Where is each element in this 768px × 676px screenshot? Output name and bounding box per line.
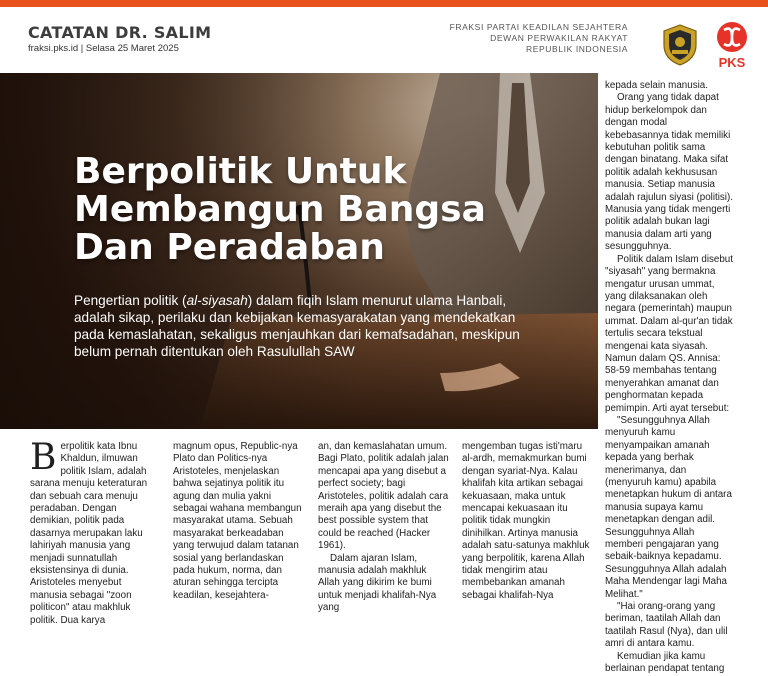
body-column-5 <box>605 80 733 676</box>
lead-text-rest: ) dalam fiqih Islam menurut ulama Hanbali, adalah sikap, perilaku dan kebijakan kemasyarakatan yang mendekatkan pada kemaslahatan, sekaligus menjauhkan dari kemafsadahan, meskipun belum pernah ditentukan oleh Rasulullah SAW <box>74 293 520 359</box>
paragraph: Kemudian jika kamu berlainan pendapat tentang <box>605 650 725 675</box>
paragraph: mengemban tugas isti'maru al-ardh, memakmurkan bumi dengan syariat-Nya. Kalau khalifah kita artikan sebagai kekuasaan, maka untuk mencapai kekuasaan itu politik tidak mungkin dinihilkan. Artinya manusia adalah satu-satunya makhluk yang berpolitik, karena Allah tidak mengirim atau membebankan amanah sebagai khalifah-Nya <box>462 441 590 601</box>
byline: fraksi.pks.id | Selasa 25 Maret 2025 <box>28 43 179 54</box>
page-header <box>0 7 768 73</box>
quote-paragraph: "Sesungguhnya Allah menyuruh kamu menyampaikan amanah kepada yang berhak menerimanya, dan (menyuruh kamu) apabila menetapkan hukum di antara manusia supaya kamu menetapkan dengan adil. Sesungguhnya Allah memberi pengajaran yang sebaik-baiknya kepadamu. Sesungguhnya Allah adalah Maha Mendengar lagi Maha Melihat." <box>605 414 732 600</box>
lead-text-start: Pengertian politik ( <box>74 293 187 308</box>
lead-term: al-siyasah <box>186 293 248 308</box>
paragraph: Orang yang tidak dapat hidup berkelompok dan dengan modal kebebasannya tidak memiliki kebutuhan politik sama dengan binatang. Maka sifat politik adalah kekhususan manusia. Setiap manusia adalah rajulun siyasi (politisi). Manusia yang tidak mengerti politik adalah bukan lagi manusia dalam arti yang sesungguhnya. <box>605 92 733 253</box>
article-lead <box>74 292 544 360</box>
fraksi-line-1: FRAKSI PARTAI KEADILAN SEJAHTERA <box>449 22 628 32</box>
body-column-2 <box>173 441 305 602</box>
hero-image <box>0 73 598 429</box>
dpr-emblem-icon <box>660 23 700 67</box>
paragraph: Dalam ajaran Islam, manusia adalah makhluk Allah yang dikirim ke bumi untuk menjadi khalifah-Nya yang <box>318 552 437 614</box>
top-accent-bar <box>0 0 768 7</box>
body-column-4 <box>462 441 594 602</box>
paragraph <box>30 437 155 627</box>
column-brand: CATATAN DR. SALIM <box>28 23 212 42</box>
paragraph: magnum opus, Republic-nya Plato dan Politics-nya Aristoteles, menjelaskan bahwa sejatinya politik itu agung dan mulia yakni sebagai wahana membangun masyarakat utama. Sebuah masyarakat berkeadaban yang terwujud dalam tatanan sosial yang berlandaskan pada hukum, norma, dan aturan sehingga tercipta keadilan, kesejahtera- <box>173 441 302 601</box>
body-column-3 <box>318 441 450 615</box>
paragraph-text: erpolitik kata Ibnu Khaldun, ilmuwan politik Islam, adalah sarana menuju keteraturan dan sebuah cara menuju peradaban. Dengan demikian, politik pada dasarnya merupakan laku lahiriyah manusia yang menjadi sunnatullah eksistensinya di dunia. Aristoteles menyebut manusia sebagai "zoon politicon" atau makhluk politik. Dua karya <box>30 441 148 626</box>
quote-paragraph: "Hai orang-orang yang beriman, taatilah Allah dan taatilah Rasul (Nya), dan ulil amri di antara kamu. <box>605 601 728 650</box>
fraksi-caption <box>408 22 628 55</box>
pks-logo-icon <box>712 21 752 71</box>
paragraph: Politik dalam Islam disebut "siyasah" yang bermakna mengatur urusan ummat, yang dilaksanakan oleh negara (pemerintah) maupun ummat. Dalam al-qur'an tidak tertulis secara tekstual mengenai kata siyasah. Namun dalam QS. Annisa: 58-59 membahas tentang menyerahkan amanat dan penghormatan kepada pemimpin. Arti ayat tersebut: <box>605 253 733 414</box>
pks-logo-text: PKS <box>718 55 746 70</box>
body-column-1 <box>30 437 155 627</box>
article-title <box>74 153 544 267</box>
title-line-1: Berpolitik Untuk <box>74 151 407 192</box>
title-line-3: Dan Peradaban <box>74 227 385 268</box>
paragraph: an, dan kemaslahatan umum. Bagi Plato, politik adalah jalan mencapai apa yang disebut a perfect society; bagi Aristoteles, politik adalah cara meraih apa yang disebut the best possible system that could be reached (Hacker 1961). <box>318 441 449 552</box>
title-line-2: Membangun Bangsa <box>74 189 486 230</box>
drop-cap: B <box>30 437 57 478</box>
fraksi-line-3: REPUBLIK INDONESIA <box>526 44 628 54</box>
paragraph: kepada selain manusia. <box>605 80 708 91</box>
fraksi-line-2: DEWAN PERWAKILAN RAKYAT <box>490 33 628 43</box>
